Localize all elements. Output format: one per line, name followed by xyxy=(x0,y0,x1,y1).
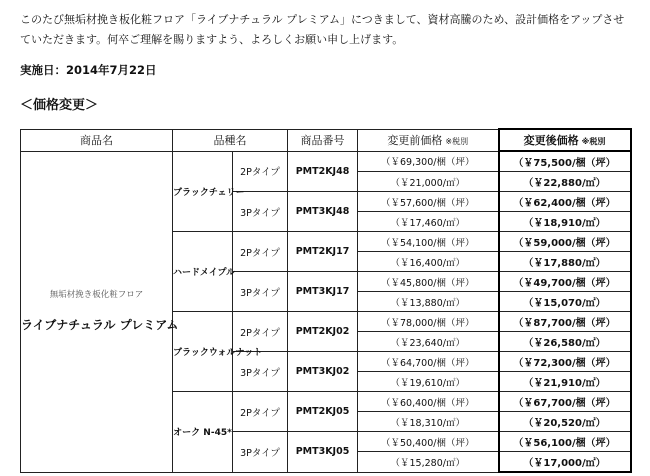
product-cell xyxy=(21,151,179,472)
product-code: PMT2KJ05 xyxy=(288,392,358,432)
before-price-per-case: （￥64,700/梱（坪） xyxy=(358,352,499,372)
type-label: 3Pタイプ xyxy=(233,352,288,392)
after-price-per-case: （￥59,000/梱（坪） xyxy=(499,232,631,252)
after-price-per-sqm: （￥22,880/㎡） xyxy=(499,172,631,192)
intro-paragraph: このたび無垢材挽き板化粧フロア「ライブナチュラル プレミアム」につきまして、資材高騰のため、設計価格をアップさせていただきます。何卒ご理解を賜りますよう、よろしくお願い申し上げます。 xyxy=(20,13,625,46)
before-price-per-case: （￥69,300/梱（坪） xyxy=(358,151,499,172)
type-label: 3Pタイプ xyxy=(233,432,288,473)
before-price-per-case: （￥57,600/梱（坪） xyxy=(358,192,499,212)
header-product: 商品名 xyxy=(21,129,173,151)
before-price-per-sqm: （￥16,400/㎡） xyxy=(358,252,499,272)
type-label: 2Pタイプ xyxy=(233,392,288,432)
before-price-per-case: （￥60,400/梱（坪） xyxy=(358,392,499,412)
after-price-per-case: （￥56,100/梱（坪） xyxy=(499,432,631,452)
before-price-per-case: （￥78,000/梱（坪） xyxy=(358,312,499,332)
variety-name: ハードメイプル xyxy=(173,232,233,312)
type-label: 2Pタイプ xyxy=(233,232,288,272)
effective-date: 実施日：2014年7月22日 xyxy=(20,63,157,77)
after-price-per-sqm: （￥20,520/㎡） xyxy=(499,412,631,432)
after-price-per-sqm: （￥18,910/㎡） xyxy=(499,212,631,232)
before-price-per-sqm: （￥21,000/㎡） xyxy=(358,172,499,192)
header-variety: 品種名 xyxy=(173,129,288,151)
type-label: 2Pタイプ xyxy=(233,151,288,192)
after-price-per-case: （￥87,700/梱（坪） xyxy=(499,312,631,332)
header-after-note: ※税別 xyxy=(581,137,606,146)
before-price-per-sqm: （￥17,460/㎡） xyxy=(358,212,499,232)
type-label: 2Pタイプ xyxy=(233,312,288,352)
header-before: 変更前価格 ※税別 xyxy=(358,129,499,151)
product-code: PMT2KJ02 xyxy=(288,312,358,352)
product-code: PMT3KJ17 xyxy=(288,272,358,312)
product-code: PMT2KJ17 xyxy=(288,232,358,272)
table-row xyxy=(21,151,631,172)
price-table-body xyxy=(21,151,631,472)
table-header-row xyxy=(21,129,631,151)
header-code: 商品番号 xyxy=(288,129,358,151)
after-price-per-case: （￥72,300/梱（坪） xyxy=(499,352,631,372)
variety-name: オーク N-45* xyxy=(173,392,233,473)
product-code: PMT3KJ48 xyxy=(288,192,358,232)
section-heading: ＜価格変更＞ xyxy=(20,98,99,113)
variety-name: ブラックチェリー xyxy=(173,151,233,232)
header-before-note: ※税別 xyxy=(445,137,469,146)
type-label: 3Pタイプ xyxy=(233,192,288,232)
product-name: ライブナチュラル プレミアム xyxy=(21,317,179,332)
type-label: 3Pタイプ xyxy=(233,272,288,312)
product-code: PMT3KJ02 xyxy=(288,352,358,392)
after-price-per-case: （￥62,400/梱（坪） xyxy=(499,192,631,212)
after-price-per-case: （￥49,700/梱（坪） xyxy=(499,272,631,292)
before-price-per-sqm: （￥23,640/㎡） xyxy=(358,332,499,352)
before-price-per-sqm: （￥15,280/㎡） xyxy=(358,452,499,473)
after-price-per-sqm: （￥17,000/㎡） xyxy=(499,452,631,473)
before-price-per-case: （￥45,800/梱（坪） xyxy=(358,272,499,292)
before-price-per-case: （￥54,100/梱（坪） xyxy=(358,232,499,252)
after-price-per-sqm: （￥15,070/㎡） xyxy=(499,292,631,312)
header-after: 変更後価格 ※税別 xyxy=(499,129,631,151)
price-change-table xyxy=(20,128,632,473)
after-price-per-case: （￥75,500/梱（坪） xyxy=(499,151,631,172)
after-price-per-case: （￥67,700/梱（坪） xyxy=(499,392,631,412)
after-price-per-sqm: （￥26,580/㎡） xyxy=(499,332,631,352)
before-price-per-sqm: （￥19,610/㎡） xyxy=(358,372,499,392)
after-price-per-sqm: （￥17,880/㎡） xyxy=(499,252,631,272)
product-code: PMT3KJ05 xyxy=(288,432,358,473)
before-price-per-case: （￥50,400/梱（坪） xyxy=(358,432,499,452)
after-price-per-sqm: （￥21,910/㎡） xyxy=(499,372,631,392)
variety-name: ブラックウォルナット xyxy=(173,312,233,392)
before-price-per-sqm: （￥13,880/㎡） xyxy=(358,292,499,312)
product-code: PMT2KJ48 xyxy=(288,151,358,192)
before-price-per-sqm: （￥18,310/㎡） xyxy=(358,412,499,432)
product-sub-label: 無垢材挽き板化粧フロア xyxy=(49,289,144,300)
